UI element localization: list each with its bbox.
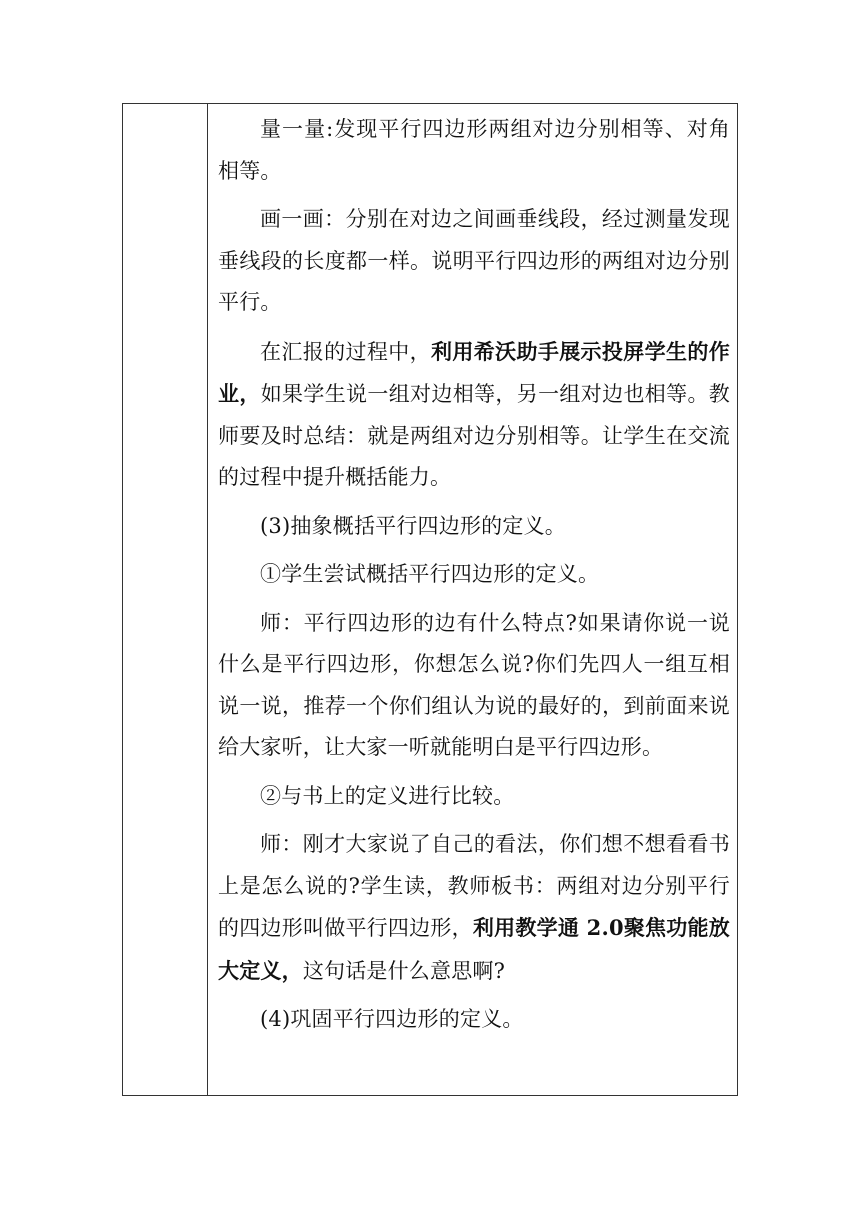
table-column-divider (207, 103, 208, 1096)
paragraph-text: 量一量:发现平行四边形两组对边分别相等、对角相等。 (218, 117, 730, 183)
paragraph (218, 776, 730, 818)
paragraph (218, 603, 730, 769)
paragraph (218, 554, 730, 596)
paragraph (218, 506, 730, 548)
paragraph (218, 331, 730, 499)
paragraph-text: 师：刚才大家说了自己的看法，你们想不想看看书上是怎么说的?学生读，教师板书：两组对边分别平行的四边形叫做平行四边形， (218, 832, 730, 940)
lesson-content-cell (218, 109, 730, 1041)
paragraph (218, 999, 730, 1041)
bold-text: 利用教学通 2.0聚焦功能放大定义， (218, 915, 730, 983)
paragraph-text: 画一画：分别在对边之间画垂线段，经过测量发现垂线段的长度都一样。说明平行四边形的两组对边分别平行。 (218, 207, 730, 314)
paragraph-text: 在汇报的过程中， (260, 339, 431, 364)
paragraph (218, 109, 730, 192)
paragraph-text: (4)巩固平行四边形的定义。 (260, 1007, 524, 1031)
paragraph-text: ①学生尝试概括平行四边形的定义。 (260, 562, 600, 586)
paragraph (218, 824, 730, 992)
paragraph-text: ②与书上的定义进行比较。 (260, 783, 515, 808)
paragraph-text: (3)抽象概括平行四边形的定义。 (260, 513, 566, 538)
paragraph-text: 师：平行四边形的边有什么特点?如果请你说一说什么是平行四边形，你想怎么说?你们先四人一组互相说一说，推荐一个你们组认为说的最好的，到前面来说给大家听，让大家一听就能明白是平行四边形。 (218, 610, 730, 759)
paragraph (218, 199, 730, 324)
paragraph-text: 这句话是什么意思啊? (302, 958, 506, 983)
paragraph-text: 如果学生说一组对边相等，另一组对边也相等。教师要及时总结：就是两组对边分别相等。让学生在交流的过程中提升概括能力。 (218, 382, 730, 489)
bold-text: 利用希沃助手展示投屏学生的作业， (218, 338, 730, 406)
